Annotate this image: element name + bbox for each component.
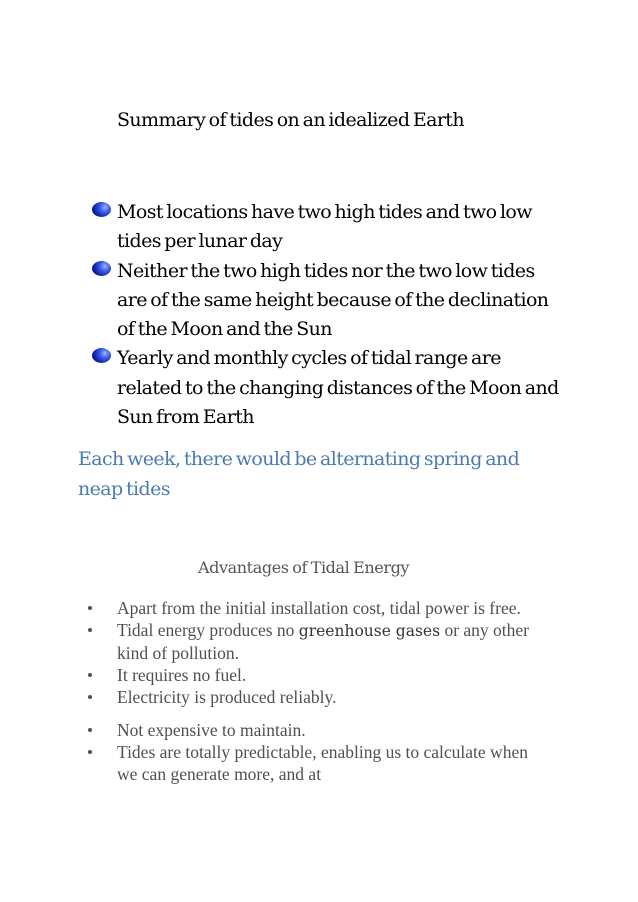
summary-bullet xyxy=(92,257,562,345)
summary-bullet xyxy=(92,344,562,432)
list-item-text: It requires no fuel. xyxy=(117,665,247,685)
list-item xyxy=(86,597,546,619)
blue-sphere-icon xyxy=(92,348,111,363)
summary-bullet xyxy=(92,198,562,257)
summary-bullet-text: Yearly and monthly cycles of tidal range are related to the changing distances of the Moon and Sun from Earth xyxy=(117,347,559,429)
list-item-text: Tides are totally predictable, enabling us to calculate when we can generate more, and at xyxy=(117,742,528,784)
blue-sphere-icon xyxy=(92,202,111,217)
list-item-text: Not expensive to maintain. xyxy=(117,720,306,740)
greenhouse-gases-term: greenhouse gases xyxy=(298,622,441,640)
list-item-text-after: or any other kind of pollution. xyxy=(117,620,529,663)
bullet-dot-icon xyxy=(88,728,92,732)
spring-neap-note: Each week, there would be alternating spring and neap tides xyxy=(78,448,520,500)
summary-bullet-text: Most locations have two high tides and two low tides per lunar day xyxy=(117,201,532,253)
list-item xyxy=(86,686,546,708)
advantages-title: Advantages of Tidal Energy xyxy=(198,558,410,577)
blue-sphere-icon xyxy=(92,261,111,276)
advantages-list xyxy=(86,597,546,785)
bullet-dot-icon xyxy=(88,695,92,699)
summary-bullet-list xyxy=(92,198,562,432)
list-item-text-before: Tidal energy produces no xyxy=(117,620,299,640)
summary-bullet-text: Neither the two high tides nor the two low tides are of the same height because of the declination of the Moon and the Sun xyxy=(117,259,549,341)
list-item xyxy=(86,664,546,686)
list-item xyxy=(86,741,546,785)
list-item-text: Electricity is produced reliably. xyxy=(117,687,337,707)
list-item xyxy=(86,719,546,741)
summary-title: Summary of tides on an idealized Earth xyxy=(117,109,464,131)
bullet-dot-icon xyxy=(88,606,92,610)
list-item-text xyxy=(117,620,529,663)
bullet-dot-icon xyxy=(88,628,92,632)
list-item xyxy=(86,619,546,664)
bullet-dot-icon xyxy=(88,750,92,754)
list-item-text: Apart from the initial installation cost, tidal power is free. xyxy=(117,598,521,618)
bullet-dot-icon xyxy=(88,673,92,677)
